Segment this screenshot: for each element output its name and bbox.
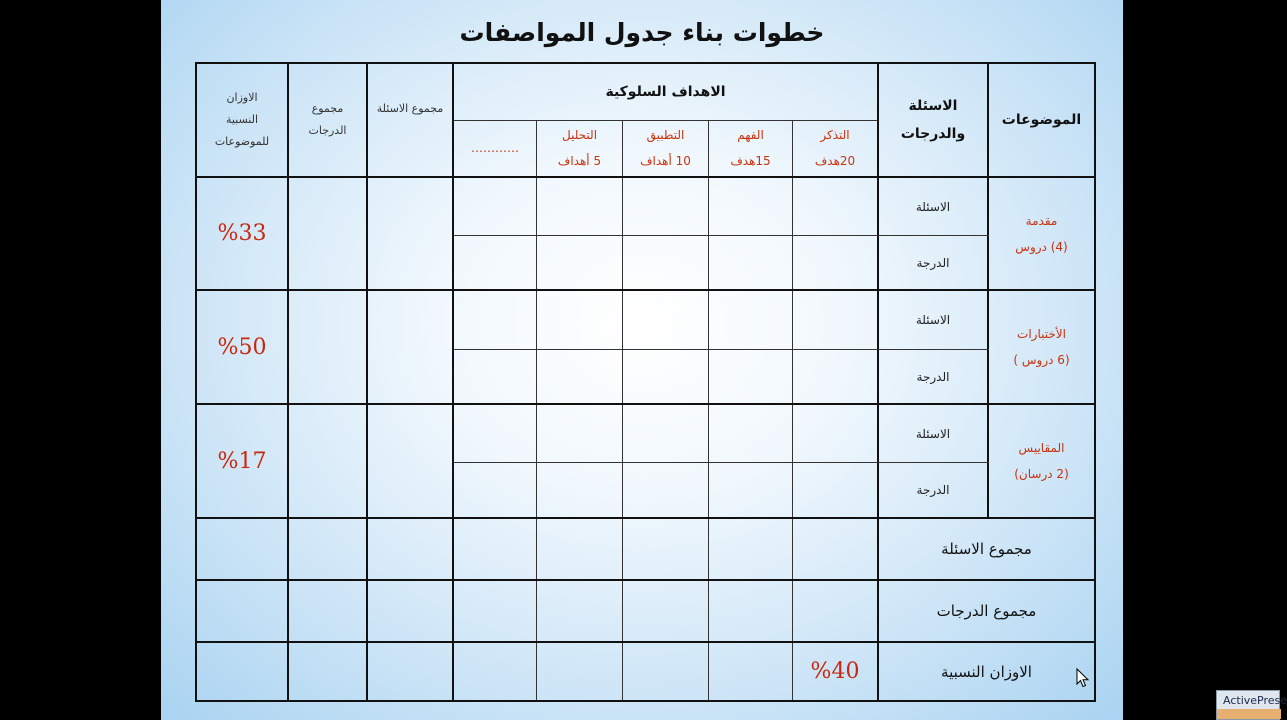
header-total-grades: مجموع الدرجات (308, 102, 347, 137)
level-count: 10 أهداف (640, 154, 691, 168)
footer-total-grades: مجموع الدرجات (936, 602, 1037, 620)
topic-weight: %33 (217, 221, 267, 246)
level-name: التذكر (820, 128, 850, 142)
level-name: الفهم (737, 128, 764, 142)
topic-tests (989, 291, 1094, 403)
header-relative-weights: الاوزان النسبية للموضوعات (214, 91, 270, 148)
row-questions-label: الاسئلة (915, 199, 951, 214)
level-name: التطبيق (646, 128, 685, 142)
grid-line (287, 64, 289, 700)
topic-name: الأختبارات (1017, 327, 1066, 341)
row-questions-label: الاسئلة (915, 426, 951, 441)
grid-line (622, 120, 623, 700)
taskbar-app-label: ActivePrese (1223, 694, 1287, 707)
topic-name: مقدمة (1025, 213, 1058, 228)
recall-weight: %40 (810, 659, 860, 684)
footer-total-questions: مجموع الاسئلة (941, 540, 1032, 558)
level-count: 15هدف (730, 154, 771, 168)
footer-relative-weights: الاوزان النسبية (941, 662, 1032, 681)
level-analysis (537, 120, 622, 176)
topic-lessons: (4) دروس (1015, 239, 1068, 254)
row-grade-label: الدرجة (916, 483, 950, 497)
level-application (623, 120, 708, 176)
header-total-questions: مجموع الاسئلة (376, 102, 444, 115)
level-count: 20هدف (814, 154, 856, 168)
topic-lessons: (2 درسان) (1014, 467, 1069, 481)
level-more: ………… (471, 141, 519, 155)
level-name: التحليل (561, 128, 598, 142)
specification-table (195, 62, 1096, 702)
row-questions-label: الاسئلة (915, 313, 951, 327)
topic-weight: %50 (217, 334, 267, 360)
slide-title: خطوات بناء جدول المواصفات (459, 18, 825, 47)
row-grade-label: الدرجة (916, 255, 950, 270)
taskbar-thumb-preview (1217, 709, 1281, 719)
grid-line (792, 120, 793, 700)
topic-weight: %17 (217, 448, 267, 474)
topic-intro (989, 178, 1094, 289)
mouse-pointer-icon (1076, 668, 1090, 688)
level-recall (793, 120, 877, 176)
header-topics: الموضوعات (1001, 112, 1082, 128)
level-count: 5 أهداف (557, 154, 602, 168)
topic-lessons: (6 دروس ) (1013, 353, 1070, 367)
level-comprehension (709, 120, 792, 176)
grid-line (366, 64, 368, 700)
topic-name: المقاييس (1018, 441, 1065, 455)
grid-line (708, 120, 709, 700)
header-objectives: الاهداف السلوكية (605, 84, 726, 100)
topic-scales (989, 405, 1094, 517)
grid-line (536, 120, 537, 700)
taskbar-app-thumbnail[interactable] (1216, 690, 1287, 720)
header-questions-grades: الاسئلة والدرجات (900, 98, 966, 142)
presentation-slide (161, 0, 1123, 720)
row-grade-label: الدرجة (916, 369, 950, 384)
